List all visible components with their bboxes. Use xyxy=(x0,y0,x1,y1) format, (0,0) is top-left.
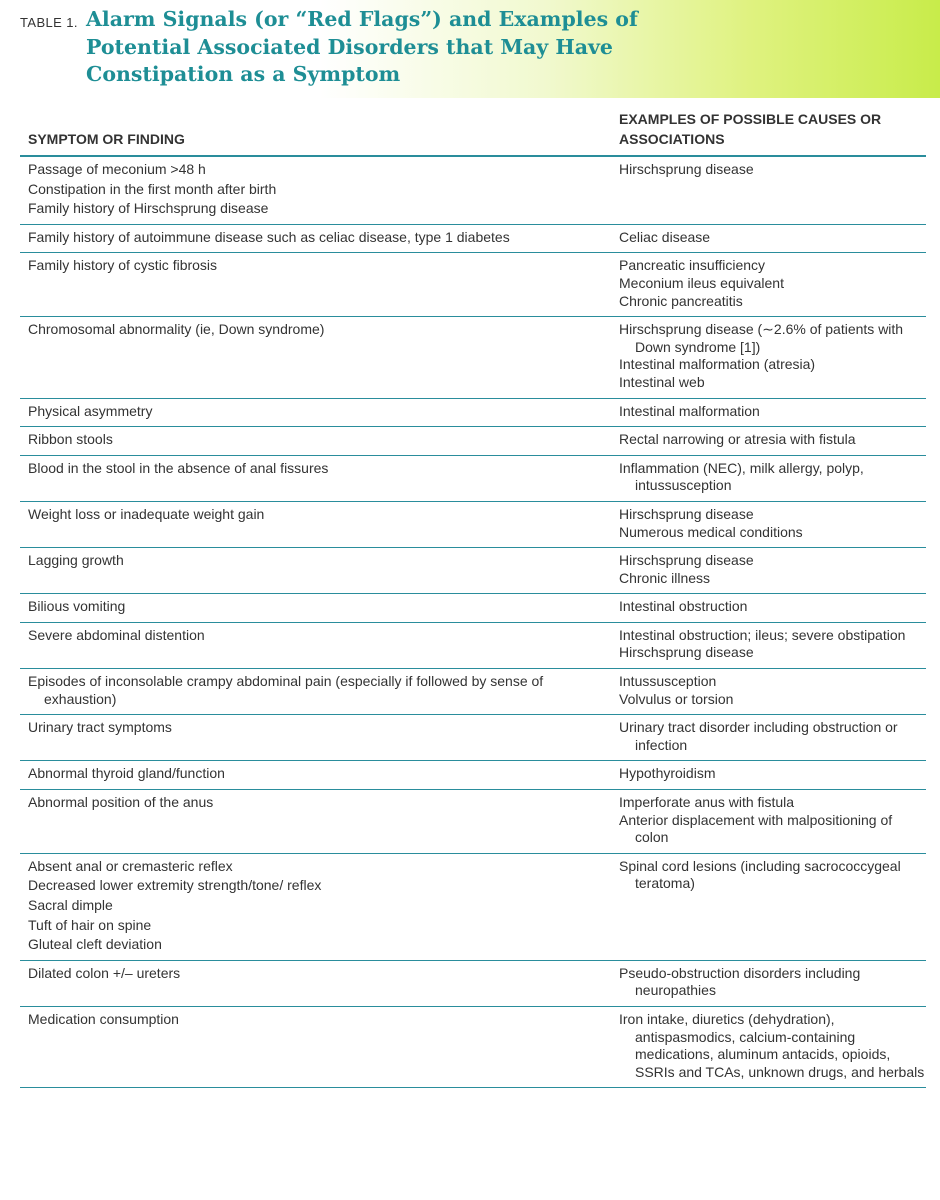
symptom-text: Sacral dimple xyxy=(28,897,113,913)
cause-text: Volvulus or torsion xyxy=(619,690,734,707)
cause-text: Iron intake, diuretics (dehydration), antispasmodics, calcium-containing medications, aluminum antacids, opioids, SSRIs and TCAs, unknown drugs, and herbals xyxy=(619,1010,925,1080)
table-row xyxy=(20,594,926,623)
title-band xyxy=(0,0,940,98)
cause-text: Anterior displacement with malpositioning of colon xyxy=(619,811,893,846)
cause-text: Hirschsprung disease xyxy=(619,161,754,177)
table-row xyxy=(20,317,926,398)
symptom-cell xyxy=(20,858,619,954)
cause-text: Hirschsprung disease xyxy=(619,505,754,522)
symptom-text: Abnormal position of the anus xyxy=(28,794,214,811)
symptom-text: Lagging growth xyxy=(28,552,124,569)
symptom-text: Episodes of inconsolable crampy abdominal pain (especially if followed by sense of exhaustion) xyxy=(28,673,544,707)
causes-cell xyxy=(619,229,926,247)
symptom-cell xyxy=(20,765,619,783)
cause-text: Rectal narrowing or atresia with fistula xyxy=(619,431,856,448)
cause-text: Urinary tract disorder including obstruction or infection xyxy=(619,719,898,753)
causes-cell xyxy=(619,627,926,662)
symptom-cell xyxy=(20,506,619,541)
causes-cell xyxy=(619,460,926,495)
cause-text: Chronic illness xyxy=(619,569,711,586)
cause-text: Hypothyroidism xyxy=(619,765,716,782)
symptom-cell xyxy=(20,403,619,421)
causes-cell xyxy=(619,403,926,421)
causes-cell xyxy=(619,552,926,587)
cause-text: Intestinal web xyxy=(619,373,705,390)
causes-cell xyxy=(619,858,926,954)
cause-text: Intestinal obstruction xyxy=(619,598,748,615)
cause-text: Celiac disease xyxy=(619,228,711,245)
symptom-cell xyxy=(20,321,619,391)
symptom-text: Dilated colon +/– ureters xyxy=(28,964,181,981)
symptom-text: Family history of cystic fibrosis xyxy=(28,257,218,274)
red-flags-table xyxy=(20,110,926,1088)
symptom-cell xyxy=(20,257,619,310)
symptom-cell xyxy=(20,627,619,662)
causes-cell xyxy=(619,257,926,310)
symptom-text: Tuft of hair on spine xyxy=(28,916,152,933)
table-row xyxy=(20,548,926,594)
symptom-text: Constipation in the first month after birth xyxy=(28,180,277,197)
table-body xyxy=(20,157,926,1088)
cause-text: Hirschsprung disease xyxy=(619,644,754,661)
cause-text: Intestinal malformation xyxy=(619,402,760,419)
table-label: TABLE 1. xyxy=(20,15,78,30)
cause-text: Chronic pancreatitis xyxy=(619,292,743,309)
symptom-text: Abnormal thyroid gland/function xyxy=(28,765,225,782)
symptom-text: Bilious vomiting xyxy=(28,598,126,615)
cause-text: Pseudo-obstruction disorders including neuropathies xyxy=(619,964,861,999)
table-row xyxy=(20,854,926,961)
causes-cell xyxy=(619,1011,926,1081)
cause-text: Inflammation (NEC), milk allergy, polyp, intussusception xyxy=(619,459,864,494)
table-header xyxy=(20,110,926,157)
column-header-symptom: SYMPTOM OR FINDING xyxy=(28,131,185,147)
symptom-text: Physical asymmetry xyxy=(28,402,153,419)
symptom-cell xyxy=(20,460,619,495)
symptom-text: Passage of meconium >48 h xyxy=(28,161,206,177)
causes-cell xyxy=(619,794,926,847)
symptom-cell xyxy=(20,552,619,587)
table-row xyxy=(20,715,926,761)
table-title: Alarm Signals (or “Red Flags”) and Examples of Potential Associated Disorders that May Have Constipation as a Symptom xyxy=(86,7,638,86)
symptom-text: Decreased lower extremity strength/tone/ reflex xyxy=(28,877,322,894)
symptom-text: Absent anal or cremasteric reflex xyxy=(28,857,233,874)
cause-text: Intestinal obstruction; ileus; severe obstipation xyxy=(619,626,906,643)
symptom-cell xyxy=(20,229,619,247)
symptom-text: Chromosomal abnormality (ie, Down syndrome) xyxy=(28,321,325,338)
table-row xyxy=(20,623,926,669)
causes-cell xyxy=(619,431,926,449)
table-row xyxy=(20,669,926,715)
table-row xyxy=(20,1007,926,1088)
causes-cell xyxy=(619,321,926,391)
table-row xyxy=(20,225,926,254)
cause-text: Spinal cord lesions (including sacrococcygeal teratoma) xyxy=(619,857,901,892)
symptom-text: Weight loss or inadequate weight gain xyxy=(28,505,265,522)
table-row xyxy=(20,427,926,456)
table-row xyxy=(20,157,926,225)
symptom-cell xyxy=(20,673,619,708)
causes-cell xyxy=(619,765,926,783)
symptom-cell xyxy=(20,1011,619,1081)
column-header-causes: EXAMPLES OF POSSIBLE CAUSES OR ASSOCIATIONS xyxy=(619,111,882,147)
cause-text: Meconium ileus equivalent xyxy=(619,274,784,291)
causes-cell xyxy=(619,719,926,754)
symptom-text: Family history of autoimmune disease such as celiac disease, type 1 diabetes xyxy=(28,228,510,245)
causes-cell xyxy=(619,965,926,1000)
table-row xyxy=(20,961,926,1007)
table-row xyxy=(20,253,926,317)
causes-cell xyxy=(619,673,926,708)
cause-text: Intussusception xyxy=(619,673,717,690)
cause-text: Imperforate anus with fistula xyxy=(619,794,795,811)
causes-cell xyxy=(619,506,926,541)
table-row xyxy=(20,502,926,548)
symptom-text: Severe abdominal distention xyxy=(28,626,205,643)
symptom-cell xyxy=(20,794,619,847)
symptom-text: Gluteal cleft deviation xyxy=(28,936,162,953)
cause-text: Hirschsprung disease xyxy=(619,552,754,569)
symptom-text: Ribbon stools xyxy=(28,431,113,448)
symptom-cell xyxy=(20,965,619,1000)
table-row xyxy=(20,790,926,854)
table-row xyxy=(20,761,926,790)
causes-cell xyxy=(619,598,926,616)
symptom-cell xyxy=(20,431,619,449)
symptom-text: Urinary tract symptoms xyxy=(28,719,172,736)
cause-text: Intestinal malformation (atresia) xyxy=(619,356,816,373)
symptom-text: Medication consumption xyxy=(28,1010,179,1027)
table-row xyxy=(20,399,926,428)
causes-cell xyxy=(619,161,926,218)
symptom-text: Blood in the stool in the absence of anal fissures xyxy=(28,459,329,476)
table-row xyxy=(20,456,926,502)
symptom-text: Family history of Hirschsprung disease xyxy=(28,200,269,217)
symptom-cell xyxy=(20,598,619,616)
cause-text: Hirschsprung disease (∼2.6% of patients with Down syndrome [1]) xyxy=(619,321,904,355)
cause-text: Pancreatic insufficiency xyxy=(619,257,766,274)
symptom-cell xyxy=(20,161,619,218)
symptom-cell xyxy=(20,719,619,754)
cause-text: Numerous medical conditions xyxy=(619,523,803,540)
